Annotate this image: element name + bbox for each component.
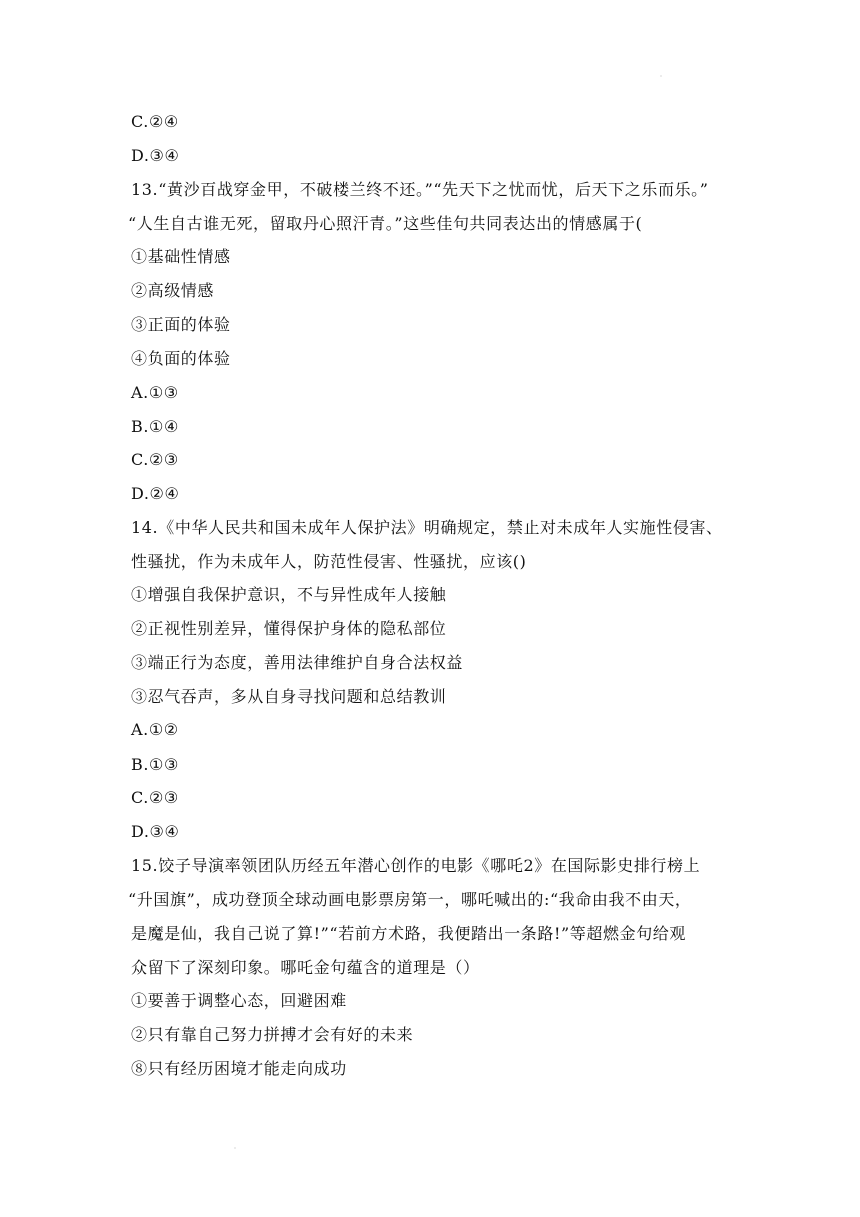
option-line: D.②④ (131, 484, 180, 503)
question-14-text: 14.《中华人民共和国未成年人保护法》明确规定，禁止对未成年人实施性侵害、 (131, 518, 723, 537)
option-line: B.①③ (131, 755, 179, 774)
option-line: C.②③ (131, 450, 179, 469)
question-15-text: 15.饺子导演率领团队历经五年潜心创作的电影《哪吒2》在国际影史排行榜上 (131, 856, 701, 875)
question-15-text: 是魔是仙，我自己说了算!”“若前方术路，我便踏出一条路!”等超燃金句给观 (131, 924, 686, 943)
statement-line: ②只有靠自己努力拼搏才会有好的未来 (131, 1025, 414, 1044)
option-line: D.③④ (131, 822, 180, 841)
question-15-text: “升国旗”，成功登顶全球动画电影票房第一，哪吒喊出的:“我命由我不由天， (128, 890, 692, 909)
question-13-text: “人生自古谁无死，留取丹心照汗青。”这些佳句共同表达出的情感属于( (128, 214, 643, 233)
statement-line: ①增强自我保护意识，不与异性成年人接触 (131, 585, 447, 604)
statement-line: ③端正行为态度，善用法律维护自身合法权益 (131, 653, 464, 672)
statement-line: ①要善于调整心态，回避困难 (131, 991, 347, 1010)
statement-line: ③忍气吞声，多从自身寻找问题和总结教训 (131, 687, 447, 706)
statement-line: ②高级情感 (131, 281, 215, 300)
question-14-text: 性骚扰，作为未成年人，防范性侵害、性骚扰，应该() (131, 552, 527, 571)
scan-speck (660, 75, 662, 77)
option-line: C.②④ (131, 112, 179, 131)
question-15-text: 众留下了深刻印象。哪吒金句蕴含的道理是（） (131, 958, 480, 977)
statement-line: ③正面的体验 (131, 315, 231, 334)
statement-line: ④负面的体验 (131, 349, 231, 368)
option-line: D.③④ (131, 146, 180, 165)
option-line: B.①④ (131, 417, 179, 436)
option-line: C.②③ (131, 788, 179, 807)
statement-line: ②正视性别差异，懂得保护身体的隐私部位 (131, 619, 447, 638)
statement-line: ①基础性情感 (131, 247, 231, 266)
option-line: A.①② (131, 720, 179, 739)
scan-speck (234, 1147, 236, 1149)
question-13-text: 13.“黄沙百战穿金甲，不破楼兰终不还。”“先天下之忧而忧，后天下之乐而乐。” (131, 180, 709, 199)
option-line: A.①③ (131, 383, 179, 402)
statement-line: ⑧只有经历困境才能走向成功 (131, 1059, 347, 1078)
